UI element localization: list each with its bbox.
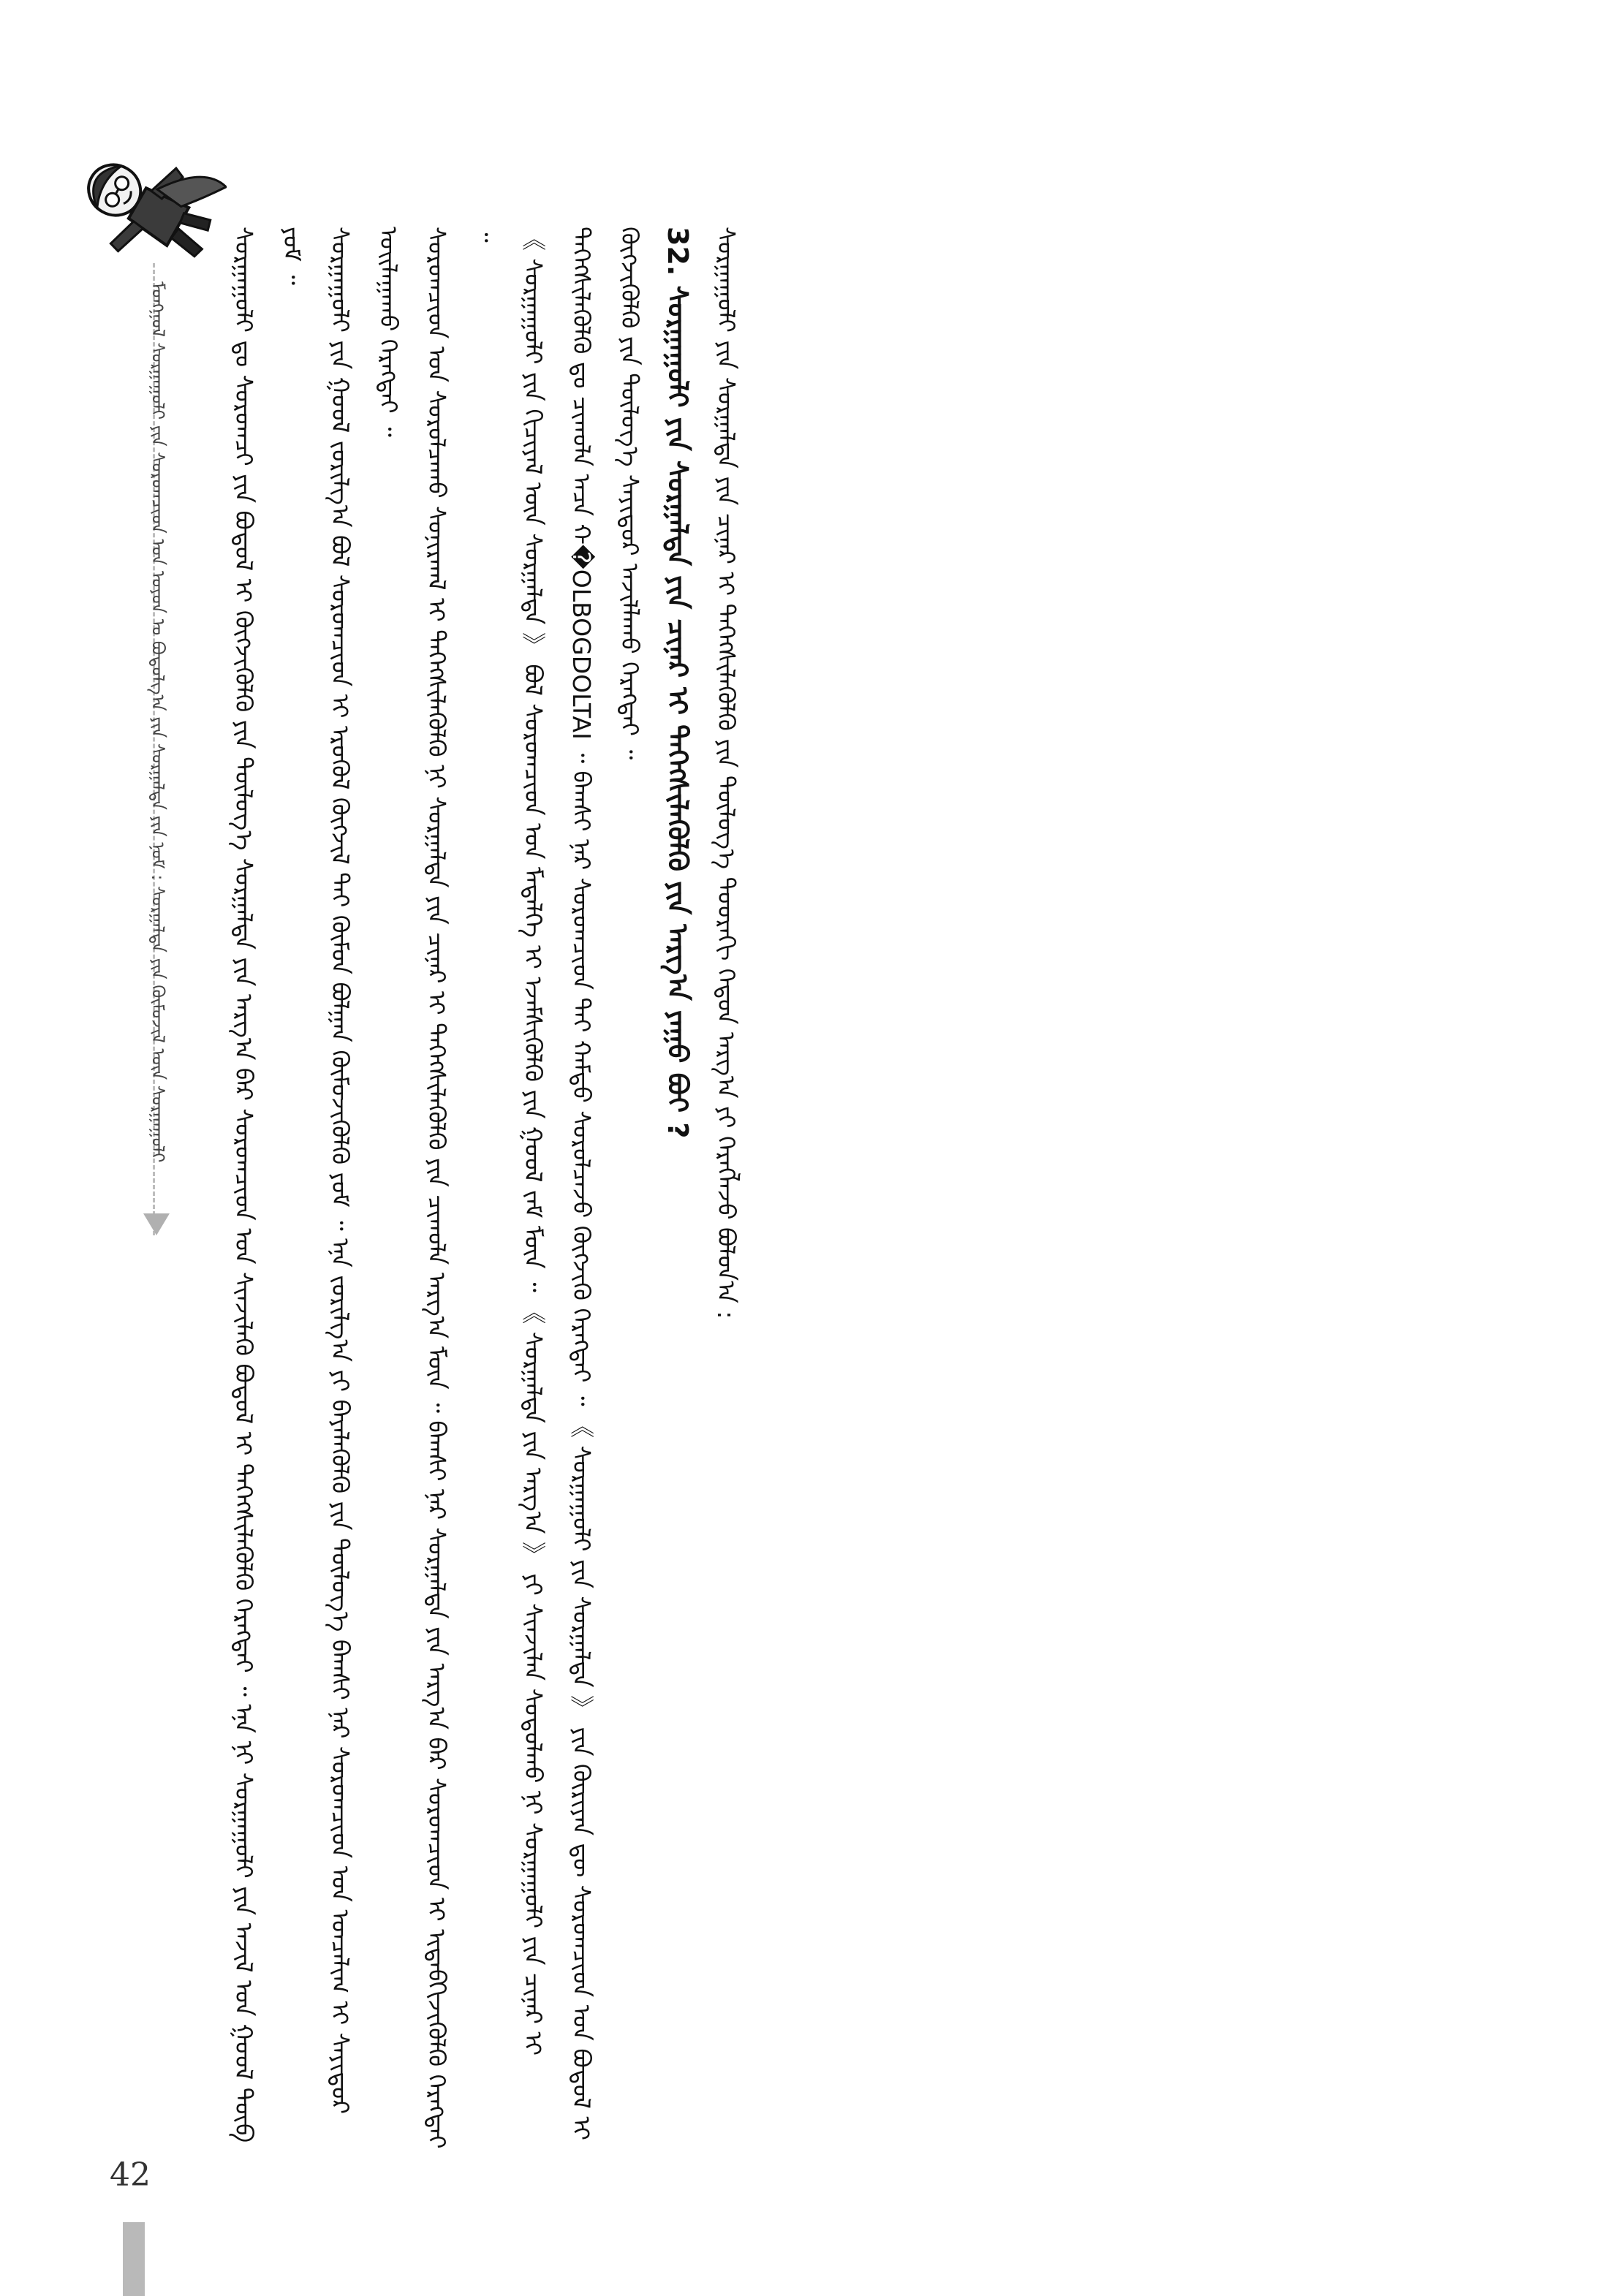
question-answer: ᠰᠤᠷᠭᠠᠭᠤᠯᠢ ᠶᠢᠨ ᠰᠤᠷᠭᠠᠯᠲᠠ ᠶᠢᠨ ᠴᠢᠨᠠᠷ ᠢ ᠳᠡᠭᠡᠭᠰᠢᠯᠡᠭᠦᠯᠬᠦ ᠶᠢᠨ ᠲᠥᠯᠥᠭ᠎ᠡ ᠳᠣᠣᠷᠠᠬᠢ ᠬᠡᠳᠦᠨ ᠠᠷᠭ᠎ᠠ ᠶᠢ ᠬᠡᠷᠡᠭᠯᠡᠵᠦ ᠪᠣᠯᠣᠨ᠎ᠠ :	[712, 227, 741, 1319]
page-number: 42	[110, 2156, 151, 2194]
question-heading	[654, 227, 702, 2156]
paragraph-2: ᠰᠤᠷᠭᠠᠭᠤᠯᠢ ᠶᠢᠨ ᠭᠣᠣᠯ ᠵᠣᠷᠢᠯᠭ᠎ᠠ ᠪᠣᠯ ᠰᠤᠷᠤᠭᠴᠢᠳ ᠢ ᠡᠷᠦᠭᠦᠯ ᠬᠥᠭᠵᠢᠯ ᠲᠡᠢ ᠬᠦᠮᠦᠨ ᠪᠣᠯᠭᠠᠨ ᠬᠥᠮᠦᠵᠢᠭᠦᠯᠬᠦ ᠶᠤᠮ ᠃ ᠡᠨᠡ ᠵᠣᠷᠢᠯᠭ᠎ᠠ ᠶᠢ ᠪᠡᠶᠡᠯᠡᠭᠦᠯᠬᠦ ᠶᠢᠨ ᠲᠥᠯᠥᠭ᠎ᠡ ᠪᠠᠭᠰᠢ ᠨᠠᠷ ᠰᠤᠷᠤᠭᠴᠢᠳ ᠤᠨ ᠣᠨᠴᠠᠯᠢᠭ ᠢ ᠰᠠᠶᠢᠲᠤᠷ ᠣᠢᠯᠠᠭᠠᠬᠤ ᠬᠡᠷᠡᠭᠲᠡᠶ ᠃	[326, 227, 403, 2115]
paragraph-1: ᠰᠤᠷᠭᠠᠭᠤᠯᠢ ᠳᠤ ᠰᠤᠷᠤᠭᠴᠢ ᠶᠢᠨ ᠪᠣᠳᠤᠯ ᠢ ᠬᠥᠭᠵᠢᠭᠦᠯᠬᠦ ᠶᠢᠨ ᠲᠥᠯᠥᠭ᠎ᠡ ᠰᠤᠷᠭᠠᠯᠲᠠ ᠶᠢᠨ ᠠᠷᠭ᠎ᠠ ᠪᠠᠷ ᠰᠤᠷᠤᠭᠴᠢᠳ ᠤᠨ ᠰᠢᠨᠵᠢᠯᠡᠬᠦ ᠪᠣᠳᠤᠯ ᠢ ᠳᠡᠭᠡᠭᠰᠢᠯᠡᠭᠦᠯᠬᠦ ᠬᠡᠷᠡᠭᠲᠡᠶ ᠃ ᠡᠨᠡ ᠨᠢ ᠰᠤᠷᠭᠠᠭᠤᠯᠢ ᠶᠢᠨ ᠠᠵᠢᠯ ᠤᠨ ᠭᠣᠣᠯ ᠲᠥᠪ ᠶᠤᠮ ᠃	[230, 227, 306, 2143]
header-arrow-icon	[143, 1213, 170, 1235]
paragraph-4: 《 ᠰᠤᠷᠭᠠᠭᠤᠯᠢ ᠶᠢᠨ ᠬᠢᠴᠢᠶᠡᠯ ᠦᠨ ᠰᠤᠷᠭᠠᠯᠲᠠ 》 ᠪᠣᠯ ᠰᠤᠷᠤᠭᠴᠢᠳ ᠤᠨ ᠮᠡᠳᠡᠯᠭᠡ ᠢ ᠡᠵᠡᠮᠰᠢᠭᠦᠯᠬᠦ ᠶᠢᠨ ᠭᠣᠣᠯ ᠵᠠᠮ ᠮᠥᠨ ᠃ 《 ᠰᠤᠷᠭᠠᠯᠲᠠ ᠶᠢᠨ ᠠᠷᠭ᠎ᠠ 》 ᠶᠢ ᠰᠢᠨᠵᠢᠯᠡᠨ ᠰᠤᠳᠤᠯᠬᠤ ᠨᠢ ᠰᠤᠷᠭᠠᠭᠤᠯᠢ ᠶᠢᠨ ᠴᠢᠨᠠᠷ ᠢ ᠳᠡᠭᠡᠭᠰᠢᠯᠡᠭᠦᠯᠬᠦ ᠳᠤ ᠴᠢᠬᠤᠯᠠ ᠠᠴᠠ ᠬ�OLBOGDOLTAI ᠃ ᠪᠠᠭᠰᠢ ᠨᠠᠷ ᠰᠤᠷᠤᠭᠴᠢᠳ ᠲᠠᠢ ᠬᠠᠮᠲᠤ ᠰᠤᠷᠤᠯᠴᠠᠵᠤ ᠬᠥᠭᠵᠢᠬᠦ ᠬᠡᠷᠡᠭᠲᠡᠶ ᠃ 《 ᠰᠤᠷᠭᠠᠭᠤᠯᠢ ᠶᠢᠨ ᠰᠤᠷᠭᠠᠯᠲᠠ 》 ᠶᠢᠨ ᠬᠦᠷᠢᠶᠡᠨ ᠳᠦ ᠰᠤᠷᠤᠭᠴᠢᠳ ᠤᠨ ᠪᠣᠳᠤᠯ ᠢ ᠬᠥᠭᠵᠢᠭᠦᠯᠬᠦ ᠶᠢᠨ ᠲᠥᠯᠥᠭ᠎ᠡ ᠰᠠᠶᠢᠲᠤᠷ ᠠᠵᠢᠯᠯᠠᠬᠤ ᠬᠡᠷᠡᠭᠲᠡᠶ ᠃	[519, 227, 644, 2141]
paragraph-3: ᠰᠤᠷᠤᠭᠴᠢᠳ ᠤᠨ ᠰᠤᠷᠤᠯᠴᠠᠬᠤ ᠰᠣᠨᠢᠷᠬᠠᠯ ᠢ ᠳᠡᠭᠡᠭᠰᠢᠯᠡᠭᠦᠯᠬᠦ ᠨᠢ ᠰᠤᠷᠭᠠᠯᠲᠠ ᠶᠢᠨ ᠴᠢᠨᠠᠷ ᠢ ᠳᠡᠭᠡᠭᠰᠢᠯᠡᠭᠦᠯᠬᠦ ᠶᠢᠨ ᠴᠢᠬᠤᠯᠠ ᠠᠷᠭ᠎ᠠ ᠮᠥᠨ ᠃ ᠪᠠᠭᠰᠢ ᠨᠠᠷ ᠰᠤᠷᠭᠠᠯᠲᠠ ᠶᠢᠨ ᠠᠷᠭ᠎ᠠ ᠪᠠᠷ ᠰᠤᠷᠤᠭᠴᠢᠳ ᠢ ᠢᠳᠡᠪᠬᠢᠵᠢᠭᠦᠯᠬᠦ ᠬᠡᠷᠡᠭᠲᠡᠶ ᠃	[423, 227, 499, 2149]
flying-boy-mascot-icon	[66, 128, 227, 289]
question-number: 32.	[662, 227, 694, 276]
question-text: ᠰᠤᠷᠭᠠᠭᠤᠯᠢ ᠶᠢᠨ ᠰᠤᠷᠭᠠᠯᠲᠠ ᠶᠢᠨ ᠴᠢᠨᠠᠷ ᠢ ᠳᠡᠭᠡᠭᠰᠢᠯᠡᠭᠦᠯᠬᠦ ᠶᠢᠨ ᠠᠷᠭ᠎ᠠ ᠶᠠᠭᠤ ᠪᠤᠢ ?	[662, 285, 694, 1139]
running-header: ᠮᠣᠩᠭᠣᠯ ᠰᠤᠷᠭᠠᠭᠤᠯᠢ ᠶᠢᠨ ᠰᠤᠷᠤᠭᠴᠢᠳ ᠤᠨ ᠣᠶᠤᠨ ᠤ ᠪᠣᠳᠤᠯᠭ᠎ᠠ ᠶᠢᠨ ᠰᠤᠷᠭᠠᠯᠲᠠ ᠶᠢᠨ ᠨᠣᠮ : ᠰᠤᠷᠭᠠᠯᠲᠠ ᠶᠢᠨ ᠬᠦᠮᠦᠵᠢᠯ ᠦᠨ ᠰᠤᠷᠭᠠᠭᠤᠯᠢ	[148, 281, 168, 1163]
main-text-block	[219, 227, 1462, 2156]
page-edge-bar	[123, 2222, 145, 2296]
